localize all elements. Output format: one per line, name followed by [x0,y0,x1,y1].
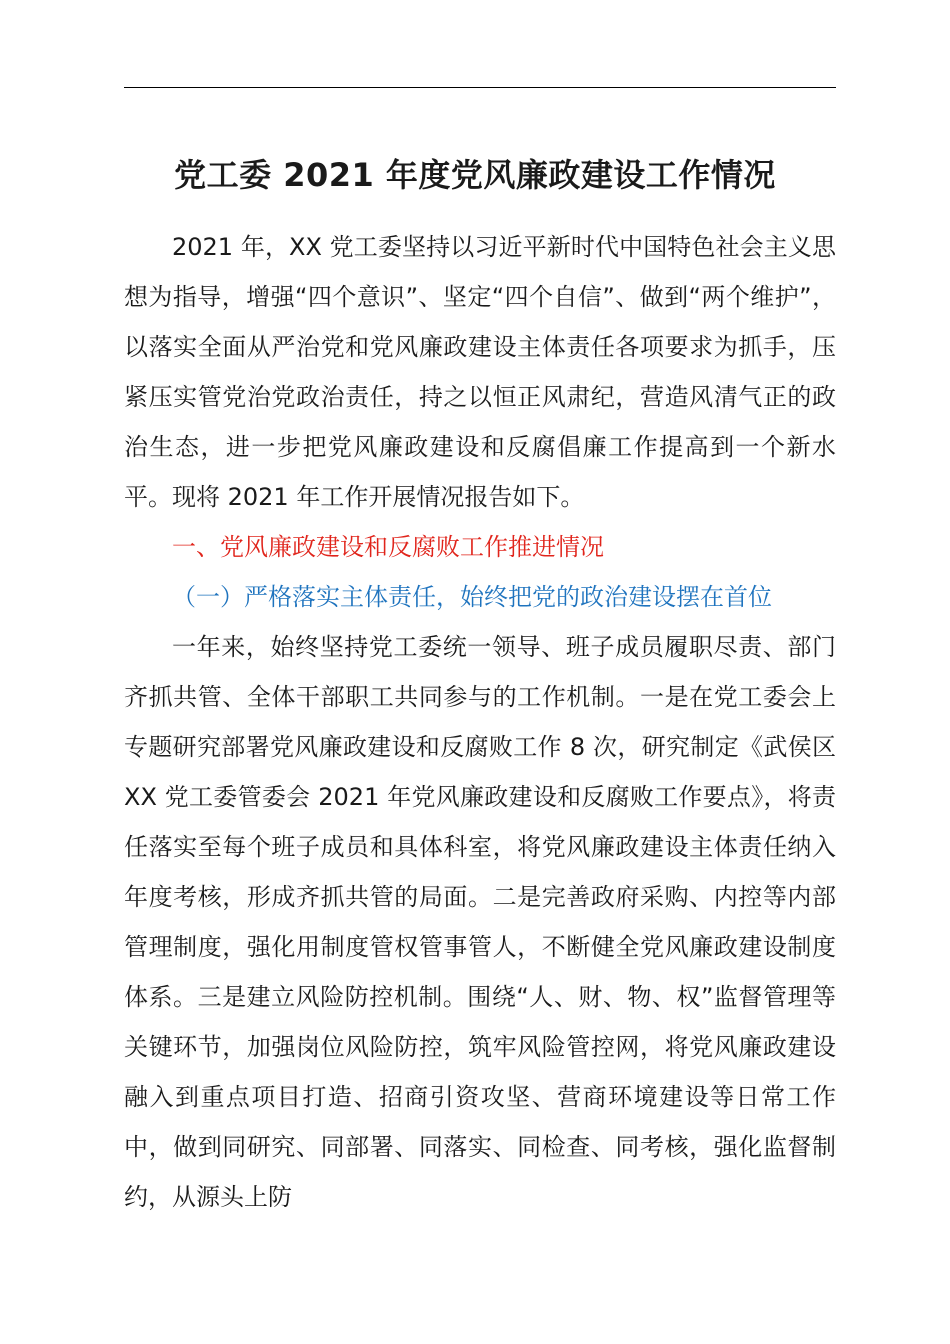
body-paragraph-1: 一年来，始终坚持党工委统一领导、班子成员履职尽责、部门齐抓共管、全体干部职工共同参与的工作机制。一是在党工委会上专题研究部署党风廉政建设和反腐败工作 8 次，研究制定《武侯区 XX 党工委管委会 2021 年党风廉政建设和反腐败工作要点》，将责任落实至每个班子成员和具体科室，将党风廉政建设主体责任纳入年度考核，形成齐抓共管的局面。二是完善政府采购、内控等内部管理制度，强化用制度管权管事管人，不断健全党风廉政建设制度体系。三是建立风险防控机制。围绕“人、财、物、权”监督管理等关键环节，加强岗位风险防控，筑牢风险管控网，将党风廉政建设融入到重点项目打造、招商引资攻坚、营商环境建设等日常工作中，做到同研究、同部署、同落实、同检查、同考核，强化监督制约，从源头上防 [124,633,836,1211]
section-heading-1: 一、党风廉政建设和反腐败工作推进情况 [172,533,604,561]
header-rule [124,87,836,88]
intro-paragraph: 2021 年，XX 党工委坚持以习近平新时代中国特色社会主义思想为指导，增强“四个意识”、坚定“四个自信”、做到“两个维护”，以落实全面从严治党和党风廉政建设主体责任各项要求为抓手，压紧压实管党治党政治责任，持之以恒正风肃纪，营造风清气正的政治生态，进一步把党风廉政建设和反腐倡廉工作提高到一个新水平。现将 2021 年工作开展情况报告如下。 [124,233,836,511]
subsection-heading-1: （一）严格落实主体责任，始终把党的政治建设摆在首位 [172,583,772,611]
document-title: 党工委 2021 年度党风廉政建设工作情况 [174,156,776,194]
